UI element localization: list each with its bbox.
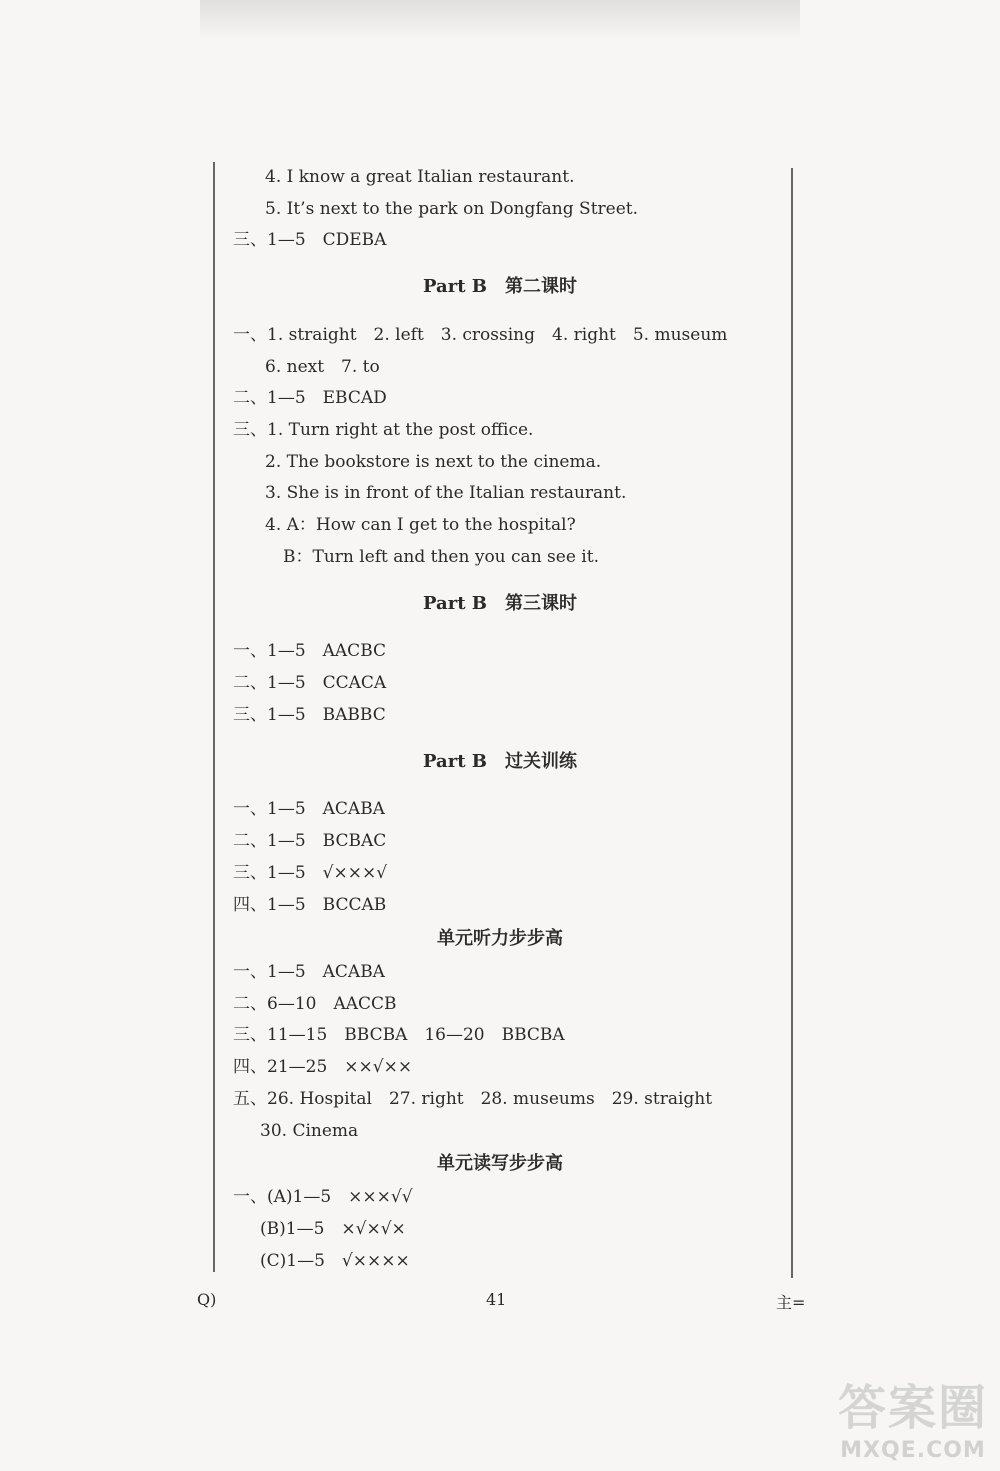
section-heading: 单元读写步步高 [437, 1153, 563, 1174]
watermark-en: MXQE.COM [840, 1438, 986, 1463]
section-heading: 单元听力步步高 [437, 928, 563, 949]
scan-smudge [200, 0, 800, 40]
section-heading: Part B 第二课时 [423, 276, 577, 297]
answer-line: 6. next 7. to [265, 357, 380, 377]
answer-line: 3. She is in front of the Italian restaurant. [265, 483, 627, 503]
answer-line: 30. Cinema [260, 1121, 359, 1141]
answer-line: 2. The bookstore is next to the cinema. [265, 452, 602, 472]
answer-line: 二、1—5 CCACA [233, 673, 387, 693]
footer-right-mark: 主= [776, 1293, 806, 1312]
answer-line: 二、6—10 AACCB [233, 994, 397, 1014]
answer-line: B：Turn left and then you can see it. [283, 547, 599, 567]
answer-line: 五、26. Hospital 27. right 28. museums 29. straight [233, 1089, 713, 1109]
answer-line: 一、(A)1—5 ×××√√ [233, 1187, 413, 1207]
answer-line: (B)1—5 ×√×√× [260, 1219, 406, 1239]
right-margin-rule [791, 168, 793, 1278]
answer-line: 三、1—5 BABBC [233, 705, 386, 725]
answer-line: 二、1—5 EBCAD [233, 388, 387, 408]
section-heading: Part B 第三课时 [423, 593, 577, 614]
answer-line: 四、1—5 BCCAB [233, 895, 387, 915]
answer-line: 4. A：How can I get to the hospital? [265, 515, 576, 535]
watermark-cn: 答案圈 [837, 1380, 988, 1436]
answer-line: 三、1. Turn right at the post office. [233, 420, 534, 440]
answer-line: 5. It’s next to the park on Dongfang Street. [265, 199, 639, 219]
page-number: 41 [486, 1290, 507, 1309]
answer-line: 4. I know a great Italian restaurant. [265, 167, 575, 187]
answer-line: 三、1—5 √×××√ [233, 863, 388, 883]
answer-line: 一、1. straight 2. left 3. crossing 4. right 5. museum [233, 325, 728, 345]
left-margin-rule [213, 162, 215, 1272]
answer-line: (C)1—5 √×××× [260, 1251, 410, 1271]
answer-line: 一、1—5 AACBC [233, 641, 387, 661]
site-watermark [838, 1369, 988, 1463]
answer-line: 四、21—25 ××√×× [233, 1057, 413, 1077]
answer-line: 三、11—15 BBCBA 16—20 BBCBA [233, 1025, 565, 1045]
section-heading: Part B 过关训练 [423, 751, 577, 772]
answer-line: 三、1—5 CDEBA [233, 230, 387, 250]
answer-line: 一、1—5 ACABA [233, 962, 385, 982]
answer-line: 一、1—5 ACABA [233, 799, 385, 819]
footer-left-mark: Q) [197, 1290, 217, 1309]
answer-line: 二、1—5 BCBAC [233, 831, 387, 851]
